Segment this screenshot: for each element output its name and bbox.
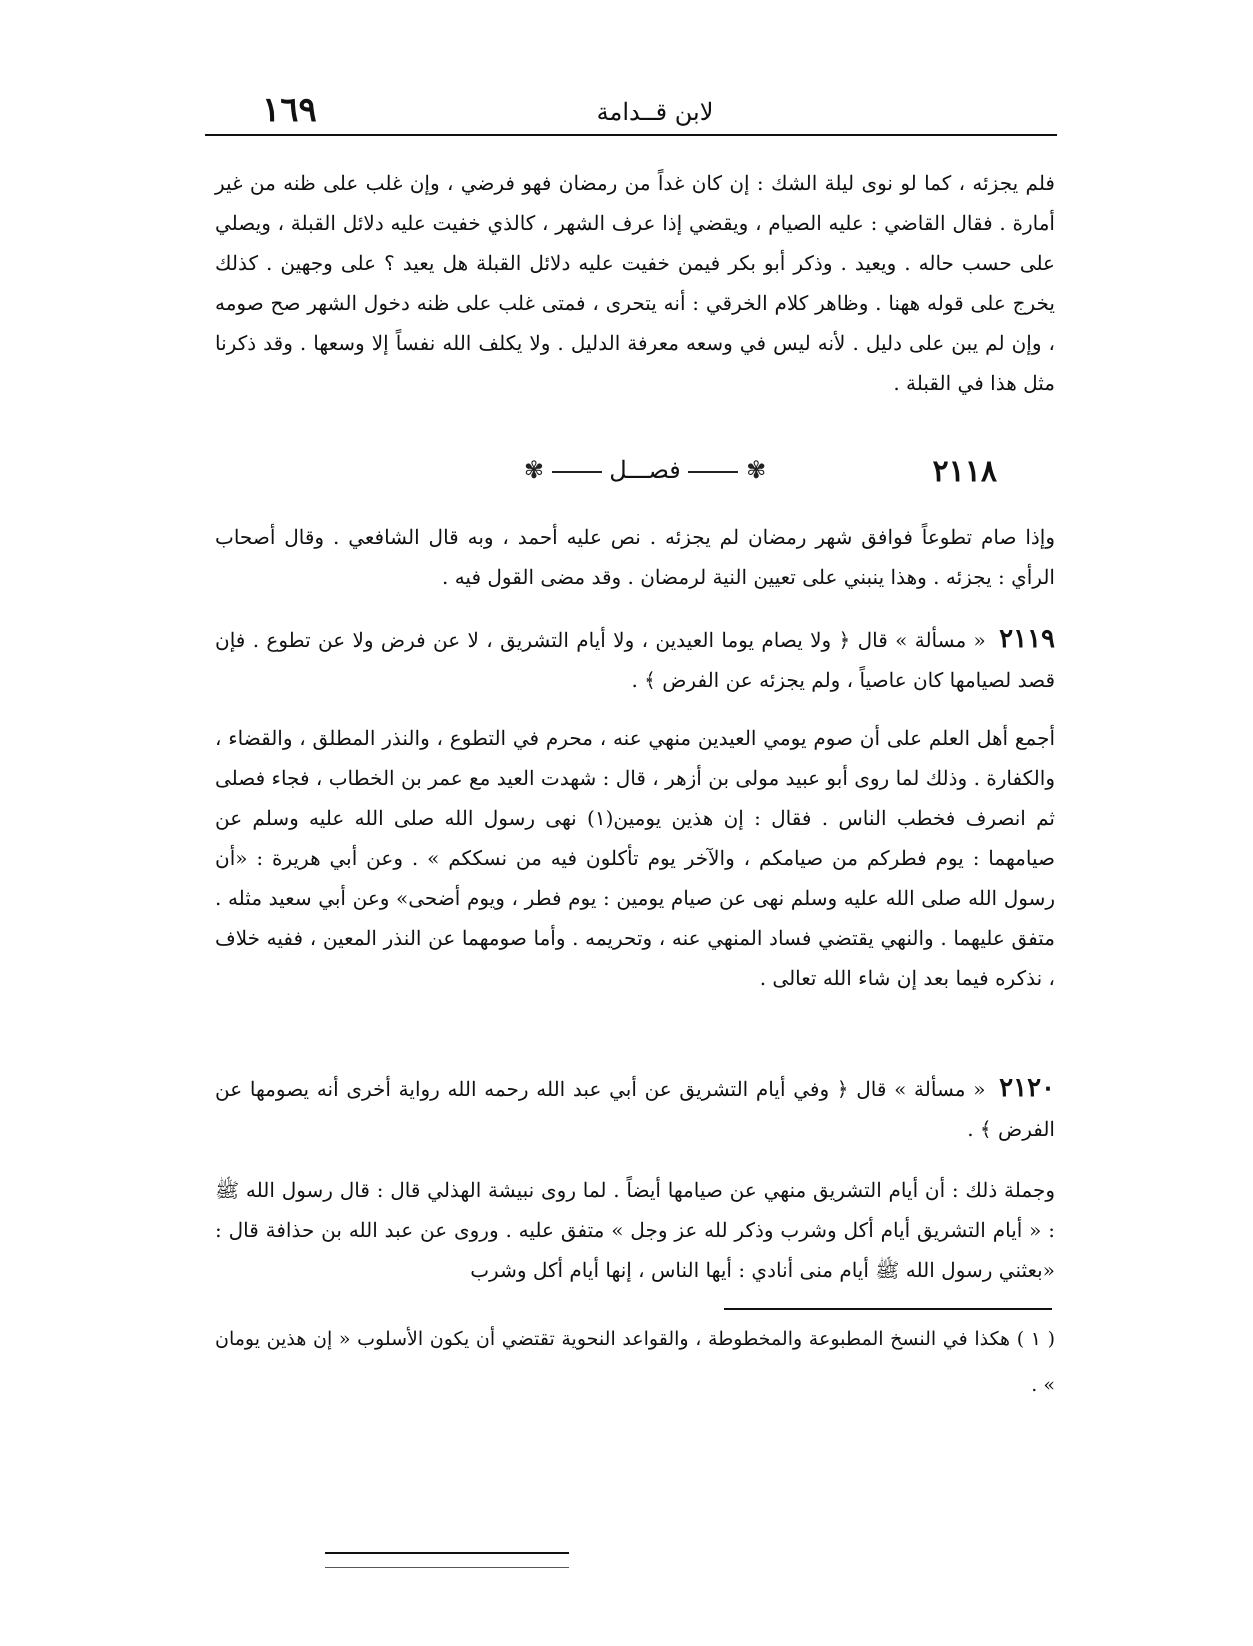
masala-2120	[215, 1068, 1055, 1149]
masala-text: « مسألة » قال ﴿ وفي أيام التشريق عن أبي عبد الله رحمه الله رواية أخرى أنه يصومها عن الفرض ﴾ .	[215, 1077, 1055, 1141]
section-title: فصـــل	[609, 456, 681, 484]
paragraph-continuation	[215, 163, 1055, 403]
masala-text: « مسألة » قال ﴿ ولا يصام يوما العيدين ، ولا أيام التشريق ، لا عن فرض ولا عن تطوع . فإن قصد لصيامها كان عاصياً ، ولم يجزئه عن الفرض ﴾ .	[215, 628, 1055, 692]
page-header	[210, 90, 1055, 138]
running-title: لابن قــدامة	[596, 98, 714, 126]
footnote-text: ( ١ ) هكذا في النسخ المطبوعة والمخطوطة ، والقواعد النحوية تقتضي أن يكون الأسلوب « إن هذين يومان » .	[215, 1328, 1056, 1396]
header-rule	[205, 134, 1057, 136]
footnote-rule	[724, 1308, 1052, 1310]
paragraph: أجمع أهل العلم على أن صوم يومي العيدين منهي عنه ، محرم في التطوع ، والنذر المطلق ، والقضاء ، والكفارة . وذلك لما روى أبو عبيد مولى بن أزهر ، قال : شهدت العيد مع عمر بن الخطاب ، فجاء فصلى ثم انصرف فخطب الناس . فقال : إن هذين يومين(١) نهى رسول الله صلى الله عليه وسلم عن صيامهما : يوم فطركم من صيامكم ، والآخر يوم تأكلون فيه من نسككم » . وعن أبي هريرة : «أن رسول الله صلى الله عليه وسلم نهى عن صيام يومين : يوم فطر ، ويوم أضحى» وعن أبي سعيد مثله . متفق عليهما . والنهي يقتضي فساد المنهي عنه ، وتحريمه . وأما صومهما عن النذر المعين ، ففيه خلاف ، نذكره فيما بعد إن شاء الله تعالى .	[215, 726, 1055, 990]
paragraph-section-2118	[215, 517, 1055, 597]
paragraph	[215, 619, 1055, 700]
masala-2119	[215, 619, 1055, 700]
paragraph: فلم يجزئه ، كما لو نوى ليلة الشك : إن كان غداً من رمضان فهو فرضي ، وإن غلب على ظنه من غير أمارة . فقال القاضي : عليه الصيام ، ويقضي إذا عرف الشهر ، كالذي خفيت عليه دلائل القبلة ، ويصلي على حسب حاله . ويعيد . وذكر أبو بكر فيمن خفيت عليه دلائل القبلة هل يعيد ؟ على وجهين . كذلك يخرج على قوله ههنا . وظاهر كلام الخرقي : أنه يتحرى ، فمتى غلب على ظنه دخول الشهر صح صومه ، وإن لم يبن على دليل . لأنه ليس في وسعه معرفة الدليل . ولا يكلف الله نفساً إلا وسعها . وقد ذكرنا مثل هذا في القبلة .	[215, 171, 1055, 395]
ornament-icon: ✾	[746, 456, 767, 484]
ornament-icon: ✾	[523, 456, 544, 484]
masala-number: ٢١٢٠	[999, 1073, 1056, 1103]
paragraph-commentary	[215, 718, 1055, 998]
masala-number: ٢١١٩	[999, 624, 1056, 654]
paragraph	[215, 1068, 1055, 1149]
page-number: ١٦٩	[262, 90, 317, 130]
section-heading	[215, 454, 1055, 502]
section-number: ٢١١٨	[932, 454, 997, 489]
section-title-wrap	[515, 456, 775, 484]
ornament-rule	[688, 471, 738, 473]
paragraph: وإذا صام تطوعاً فوافق شهر رمضان لم يجزئه . نص عليه أحمد ، وبه قال الشافعي . وقال أصحاب الرأي : يجزئه . وهذا ينبني على تعيين النية لرمضان . وقد مضى القول فيه .	[215, 525, 1055, 589]
footnote	[215, 1316, 1055, 1408]
ornament-rule	[552, 471, 602, 473]
bottom-rule	[325, 1567, 569, 1568]
paragraph-tashriq	[215, 1170, 1055, 1290]
bottom-rule	[325, 1552, 569, 1554]
paragraph: وجملة ذلك : أن أيام التشريق منهي عن صيامها أيضاً . لما روى نبيشة الهذلي قال : قال رسول الله ﷺ : « أيام التشريق أيام أكل وشرب وذكر لله عز وجل » متفق عليه . وروى عن عبد الله بن حذافة قال : «بعثني رسول الله ﷺ أيام منى أنادي : أيها الناس ، إنها أيام أكل وشرب	[215, 1178, 1055, 1282]
